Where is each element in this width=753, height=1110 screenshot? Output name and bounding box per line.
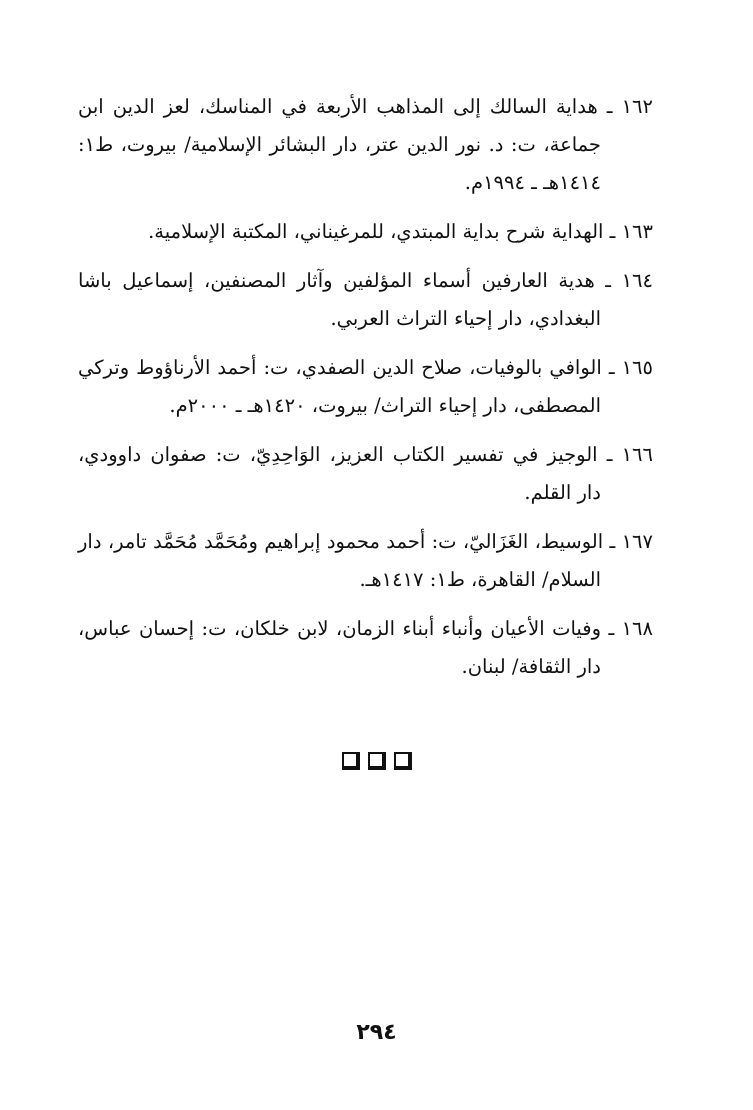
page-number: ٢٩٤ <box>356 1020 397 1045</box>
bibliography-entry-166: ١٦٦ ـ الوجيز في تفسير الكتاب العزيز، الوَاحِدِيّ، ت: صفوان داوودي، دار القلم. <box>78 443 653 504</box>
bibliography-entry-168: ١٦٨ ـ وفيات الأعيان وأنباء أبناء الزمان، لابن خلكان، ت: إحسان عباس، دار الثقافة/ لبنان. <box>78 617 653 678</box>
square-ornament-icon <box>368 752 386 770</box>
bibliography-list <box>78 88 653 697</box>
square-ornament-icon <box>394 752 412 770</box>
bibliography-entry-162: ١٦٢ ـ هداية السالك إلى المذاهب الأربعة في المناسك، لعز الدين ابن جماعة، ت: د. نور الدين عتر، دار البشائر الإسلامية/ بيروت، ط١: ١٤١٤هـ ـ ١٩٩٤م. <box>78 95 653 194</box>
bibliography-entry-167: ١٦٧ ـ الوسيط، الغَزَاليّ، ت: أحمد محمود إبراهيم ومُحَمَّد مُحَمَّد تامر، دار السلام/ القاهرة، ط١: ١٤١٧هـ. <box>78 530 653 591</box>
section-end-ornament <box>0 752 753 770</box>
bibliography-entry-164: ١٦٤ ـ هدية العارفين أسماء المؤلفين وآثار المصنفين، إسماعيل باشا البغدادي، دار إحياء التراث العربي. <box>78 269 653 330</box>
square-ornament-icon <box>342 752 360 770</box>
bibliography-entry-163: ١٦٣ ـ الهداية شرح بداية المبتدي، للمرغيناني، المكتبة الإسلامية. <box>148 220 653 243</box>
bibliography-entry-165: ١٦٥ ـ الوافي بالوفيات، صلاح الدين الصفدي، ت: أحمد الأرناؤوط وتركي المصطفى، دار إحياء التراث/ بيروت، ١٤٢٠هـ ـ ٢٠٠٠م. <box>78 356 653 417</box>
